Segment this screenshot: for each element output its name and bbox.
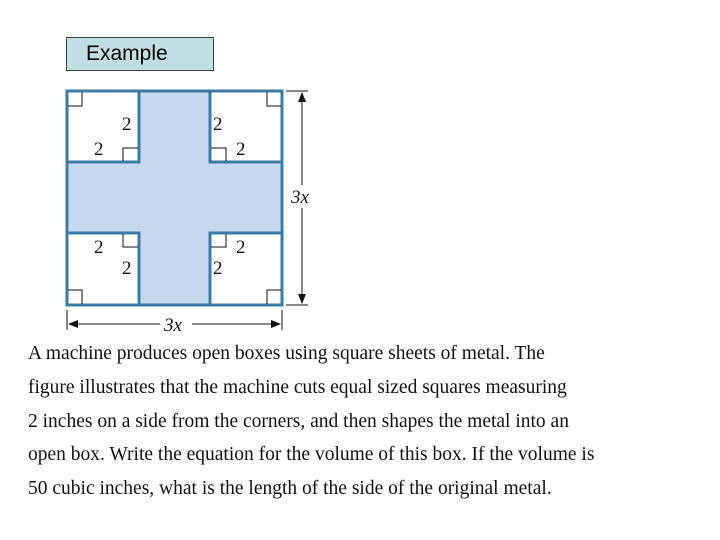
cross-shape — [67, 91, 282, 305]
height-label: 3x — [291, 187, 309, 208]
text-line: figure illustrates that the machine cuts equal sized squares measuring — [28, 376, 567, 398]
width-label: 3x — [164, 315, 182, 336]
text-line: 2 inches on a side from the corners, and then shapes the metal into an — [28, 410, 569, 432]
corner-label: 2 — [94, 139, 104, 160]
text-line: open box. Write the equation for the volume of this box. If the volume is — [28, 444, 595, 466]
example-title: Example — [66, 37, 214, 71]
corner-label: 2 — [213, 114, 223, 135]
corner-label: 2 — [94, 237, 104, 258]
corner-label: 2 — [213, 258, 223, 279]
text-line: 50 cubic inches, what is the length of the side of the original metal. — [28, 478, 552, 500]
problem-text — [28, 337, 708, 506]
corner-label: 2 — [236, 139, 246, 160]
text-line: A machine produces open boxes using square sheets of metal. The — [28, 343, 545, 364]
corner-label: 2 — [122, 258, 132, 279]
corner-label: 2 — [122, 114, 132, 135]
corner-label: 2 — [236, 237, 246, 258]
